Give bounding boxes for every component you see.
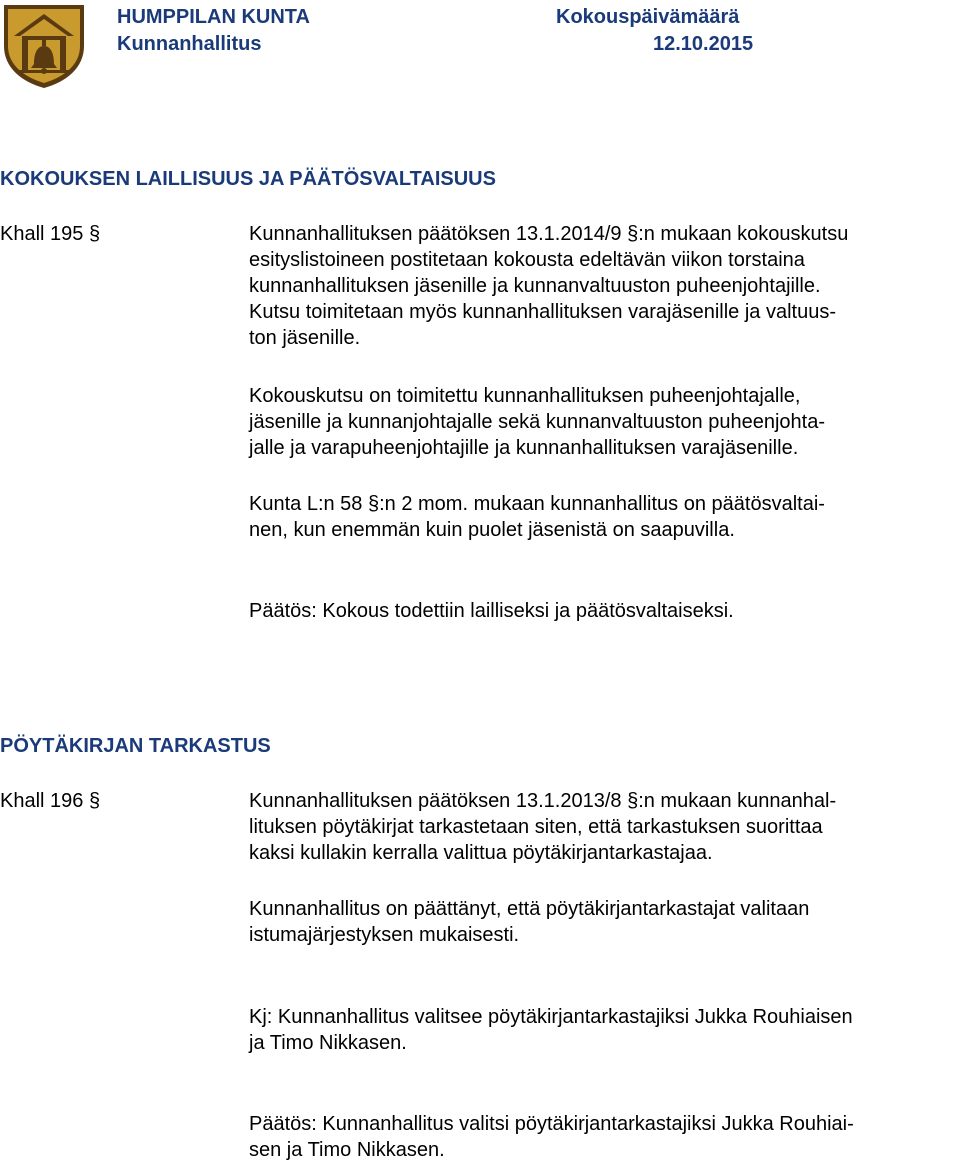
text-line: Kunta L:n 58 §:n 2 mom. mukaan kunnanhallitus on päätösvaltai- [249, 493, 825, 515]
text-line: Kunnanhallituksen päätöksen 13.1.2013/8 §:n mukaan kunnanhal- [249, 790, 837, 812]
text-line: Kokouskutsu on toimitettu kunnanhallituksen puheenjohtajalle, [249, 385, 801, 407]
meeting-date: 12.10.2015 [653, 33, 754, 55]
text-line: ton jäsenille. [249, 327, 361, 349]
section-title: KOKOUKSEN LAILLISUUS JA PÄÄTÖSVALTAISUUS [0, 168, 496, 190]
meeting-date-label: Kokouspäivämäärä [556, 6, 740, 28]
section-title: PÖYTÄKIRJAN TARKASTUS [0, 735, 271, 757]
governing-body-name: Kunnanhallitus [117, 33, 262, 55]
text-line: jäsenille ja kunnanjohtajalle sekä kunnanvaltuuston puheenjohta- [249, 411, 825, 433]
paragraph [249, 896, 960, 948]
text-line: jalle ja varapuheenjohtajille ja kunnanhallituksen varajäsenille. [249, 437, 799, 459]
text-line: istumajärjestyksen mukaisesti. [249, 924, 520, 946]
text-line: Kunnanhallituksen päätöksen 13.1.2014/9 §:n mukaan kokouskutsu [249, 223, 849, 245]
coat-of-arms-logo [0, 2, 88, 90]
text-line: nen, kun enemmän kuin puolet jäsenistä on saapuvilla. [249, 519, 735, 541]
text-line: ja Timo Nikkasen. [249, 1032, 407, 1054]
paragraph [249, 383, 960, 461]
text-line: lituksen pöytäkirjat tarkastetaan siten, että tarkastuksen suorittaa [249, 816, 823, 838]
paragraph [249, 221, 960, 351]
case-number: Khall 195 § [0, 223, 101, 245]
text-line: kaksi kullakin kerralla valittua pöytäkirjantarkastajaa. [249, 842, 713, 864]
decision-paragraph [249, 1111, 960, 1163]
text-line: Päätös: Kokous todettiin lailliseksi ja päätösvaltaiseksi. [249, 600, 734, 622]
text-line: Kj: Kunnanhallitus valitsee pöytäkirjantarkastajiksi Jukka Rouhiaisen [249, 1006, 853, 1028]
text-line: Päätös: Kunnanhallitus valitsi pöytäkirjantarkastajiksi Jukka Rouhiai- [249, 1113, 854, 1135]
case-number: Khall 196 § [0, 790, 101, 812]
text-line: sen ja Timo Nikkasen. [249, 1139, 445, 1161]
proposal-paragraph [249, 1004, 960, 1056]
text-line: kunnanhallituksen jäsenille ja kunnanvaltuuston puheenjohtajille. [249, 275, 821, 297]
text-line: Kutsu toimitetaan myös kunnanhallituksen varajäsenille ja valtuus- [249, 301, 836, 323]
paragraph [249, 788, 960, 866]
paragraph [249, 491, 960, 543]
decision-paragraph [249, 598, 960, 624]
text-line: esityslistoineen postitetaan kokousta edeltävän viikon torstaina [249, 249, 805, 271]
text-line: Kunnanhallitus on päättänyt, että pöytäkirjantarkastajat valitaan [249, 898, 810, 920]
municipality-name: HUMPPILAN KUNTA [117, 6, 310, 28]
